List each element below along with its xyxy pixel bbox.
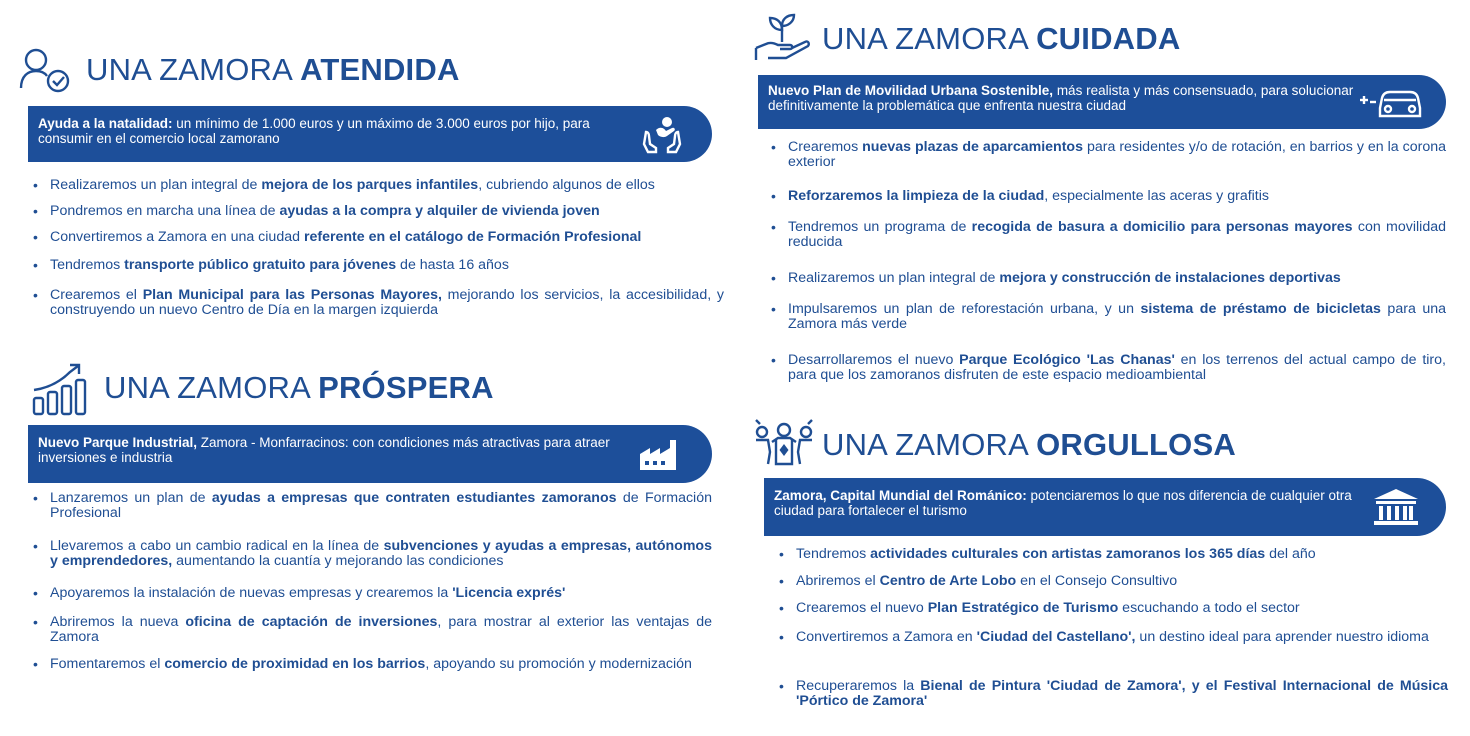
title-light: UNA ZAMORA <box>822 427 1037 462</box>
monument-icon <box>1368 487 1424 527</box>
banner-bold: Zamora, Capital Mundial del Románico: <box>774 488 1027 503</box>
list-item: • Abriremos la nueva oficina de captación de inversiones, para mostrar al exterior las ventajas de Zamora <box>28 615 712 645</box>
banner-cuidada <box>758 75 1446 129</box>
growth-bars-icon <box>30 360 98 416</box>
list-item: • Convertiremos a Zamora en una ciudad referente en el catálogo de Formación Profesional <box>28 230 724 245</box>
list-item: • Llevaremos a cabo un cambio radical en la línea de subvenciones y ayudas a empresas, autónomos y emprendedores, aumentando la cuantía y mejorando las condiciones <box>28 539 712 569</box>
banner-prospera <box>28 425 712 483</box>
banner-bold: Ayuda a la natalidad: <box>38 116 173 131</box>
title-bold: CUIDADA <box>1036 21 1181 56</box>
plant-hand-icon <box>752 12 816 66</box>
title-light: UNA ZAMORA <box>822 21 1037 56</box>
list-item: • Reforzaremos la limpieza de la ciudad, especialmente las aceras y grafitis <box>766 189 1446 204</box>
list-item: • Tendremos un programa de recogida de basura a domicilio para personas mayores con movilidad reducida <box>766 220 1446 250</box>
title-light: UNA ZAMORA <box>104 370 319 405</box>
banner-text: más realista y más consensuado, para solucionar definitivamente la problemática que enfrenta nuestra ciudad <box>768 83 1354 113</box>
section-title-orgullosa <box>752 418 1236 472</box>
list-item: • Tendremos actividades culturales con artistas zamoranos los 365 días del año <box>774 547 1448 562</box>
section-title-cuidada <box>752 12 1180 66</box>
banner-atendida <box>28 106 712 162</box>
proud-people-icon <box>752 418 816 472</box>
banner-orgullosa <box>764 478 1446 536</box>
banner-text: Zamora - Monfarracinos: con condiciones más atractivas para atraer inversiones e industria <box>38 435 610 465</box>
list-item: • Crearemos nuevas plazas de aparcamientos para residentes y/o de rotación, en barrios y en la corona exterior <box>766 140 1446 170</box>
list-item: • Pondremos en marcha una línea de ayudas a la compra y alquiler de vivienda joven <box>28 204 724 219</box>
list-item: • Convertiremos a Zamora en 'Ciudad del Castellano', un destino ideal para aprender nuestro idioma <box>774 630 1448 645</box>
title-bold: ORGULLOSA <box>1036 427 1236 462</box>
list-item: • Lanzaremos un plan de ayudas a empresas que contraten estudiantes zamoranos de Formación Profesional <box>28 491 712 521</box>
title-bold: ATENDIDA <box>300 52 460 87</box>
list-item: • Tendremos transporte público gratuito para jóvenes de hasta 16 años <box>28 258 724 273</box>
list-item: • Impulsaremos un plan de reforestación urbana, y un sistema de préstamo de bicicletas para una Zamora más verde <box>766 302 1446 332</box>
banner-bold: Nuevo Plan de Movilidad Urbana Sostenible, <box>768 83 1054 98</box>
title-bold: PRÓSPERA <box>318 370 494 405</box>
electric-car-icon <box>1358 82 1430 122</box>
factory-icon <box>634 434 690 474</box>
banner-text: un mínimo de 1.000 euros y un máximo de 3.000 euros por hijo, para consumir en el comercio local zamorano <box>38 116 590 146</box>
user-check-icon <box>18 44 78 96</box>
banner-text: potenciaremos lo que nos diferencia de cualquier otra ciudad para fortalecer el turismo <box>774 488 1352 518</box>
list-item: • Apoyaremos la instalación de nuevas empresas y crearemos la 'Licencia exprés' <box>28 586 712 601</box>
list-item: • Abriremos el Centro de Arte Lobo en el Consejo Consultivo <box>774 574 1448 589</box>
list-item: • Realizaremos un plan integral de mejora de los parques infantiles, cubriendo algunos de ellos <box>28 178 724 193</box>
list-item: • Crearemos el Plan Municipal para las Personas Mayores, mejorando los servicios, la accesibilidad, y construyendo un nuevo Centro de Día en la margen izquierda <box>28 288 724 318</box>
section-title-prospera <box>30 360 494 416</box>
list-item: • Recuperaremos la Bienal de Pintura 'Ciudad de Zamora', y el Festival Internacional de Música 'Pórtico de Zamora' <box>774 679 1448 709</box>
baby-hands-icon <box>634 114 690 154</box>
list-item: • Crearemos el nuevo Plan Estratégico de Turismo escuchando a todo el sector <box>774 601 1448 616</box>
list-item: • Realizaremos un plan integral de mejora y construcción de instalaciones deportivas <box>766 271 1446 286</box>
list-item: • Fomentaremos el comercio de proximidad en los barrios, apoyando su promoción y modernización <box>28 657 712 672</box>
section-title-atendida <box>18 44 460 96</box>
title-light: UNA ZAMORA <box>86 52 301 87</box>
list-item: • Desarrollaremos el nuevo Parque Ecológico 'Las Chanas' en los terrenos del actual campo de tiro, para que los zamoranos disfruten de este espacio medioambiental <box>766 353 1446 383</box>
banner-bold: Nuevo Parque Industrial, <box>38 435 198 450</box>
